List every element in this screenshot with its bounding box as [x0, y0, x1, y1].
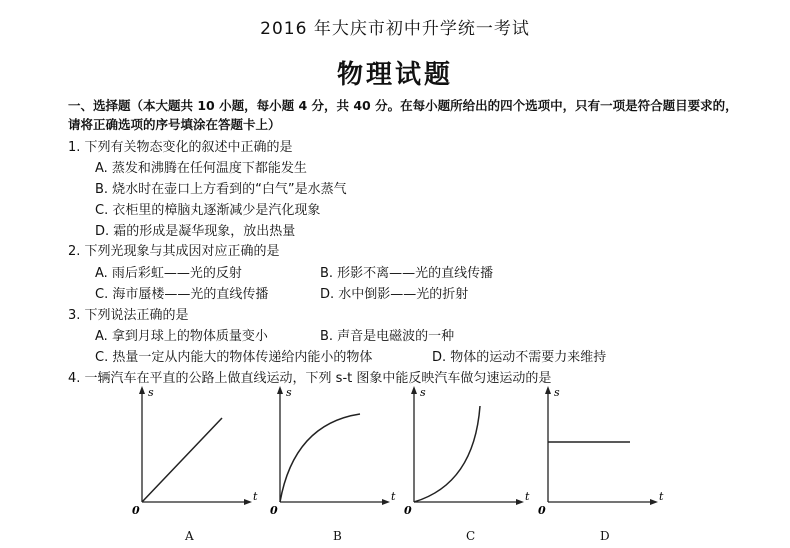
graph-b-t-arrow	[382, 499, 390, 505]
exam-title: 物理试题	[336, 60, 453, 90]
graph-a-line	[142, 418, 222, 502]
question-3-option-c: C. 热量一定从内能大的物体传递给内能小的物体	[95, 350, 373, 365]
graph-b-s-label: s	[286, 386, 292, 399]
graph-b-s-arrow	[277, 386, 283, 394]
graph-c-origin: 0	[404, 504, 412, 517]
graph-a-origin: 0	[132, 504, 140, 517]
question-2-option-a: A. 雨后彩虹——光的反射	[95, 266, 242, 281]
graph-c-label: C	[466, 529, 476, 543]
question-2-stem: 2. 下列光现象与其成因对应正确的是	[68, 244, 280, 259]
graph-c-s-label: s	[420, 386, 426, 399]
graph-b-t-label: t	[391, 490, 396, 503]
question-1-option-c: C. 衣柜里的樟脑丸逐渐减少是汽化现象	[95, 203, 321, 218]
graph-d-t-label: t	[659, 490, 664, 503]
graph-b	[262, 384, 402, 524]
question-3-stem: 3. 下列说法正确的是	[68, 308, 189, 323]
question-1-option-a: A. 蒸发和沸腾在任何温度下都能发生	[95, 161, 307, 176]
question-4-stem: 4. 一辆汽车在平直的公路上做直线运动，下列 s-t 图象中能反映汽车做匀速运动的是	[68, 371, 552, 386]
section-instructions: 一、选择题（本大题共 10 小题，每小题 4 分，共 40 分。在每小题所给出的四个选项中，只有一项是符合题目要求的，请将正确选项的序号填涂在答题卡上）	[68, 98, 738, 132]
graph-a	[124, 384, 264, 524]
graph-d	[530, 384, 670, 524]
question-2-option-d: D. 水中倒影——光的折射	[320, 287, 469, 302]
question-1-stem: 1. 下列有关物态变化的叙述中正确的是	[68, 140, 293, 155]
graph-b-origin: 0	[270, 504, 278, 517]
exam-subtitle: 2016 年大庆市初中升学统一考试	[260, 19, 530, 39]
graph-b-curve	[280, 414, 360, 502]
graph-d-t-arrow	[650, 499, 658, 505]
graph-d-s-label: s	[554, 386, 560, 399]
graph-c-t-arrow	[516, 499, 524, 505]
question-3-option-b: B. 声音是电磁波的一种	[320, 329, 455, 344]
graph-d-s-arrow	[545, 386, 551, 394]
graph-a-t-arrow	[244, 499, 252, 505]
graph-a-s-label: s	[148, 386, 154, 399]
question-3-option-a: A. 拿到月球上的物体质量变小	[95, 329, 268, 344]
graph-c-t-label: t	[525, 490, 530, 503]
graph-c	[396, 384, 536, 524]
graph-b-label: B	[333, 529, 342, 543]
graph-a-t-label: t	[253, 490, 258, 503]
graph-d-origin: 0	[538, 504, 546, 517]
graph-c-curve	[414, 406, 480, 502]
graph-c-s-arrow	[411, 386, 417, 394]
question-3-option-d: D. 物体的运动不需要力来维持	[432, 350, 607, 365]
question-2-option-c: C. 海市蜃楼——光的直线传播	[95, 287, 269, 302]
question-2-option-b: B. 形影不离——光的直线传播	[320, 266, 494, 281]
graph-a-s-arrow	[139, 386, 145, 394]
graph-a-label: A	[185, 529, 194, 543]
question-1-option-b: B. 烧水时在壶口上方看到的“白气”是水蒸气	[95, 182, 347, 197]
question-1-option-d: D. 霜的形成是凝华现象，放出热量	[95, 224, 296, 239]
graph-d-label: D	[600, 529, 610, 543]
